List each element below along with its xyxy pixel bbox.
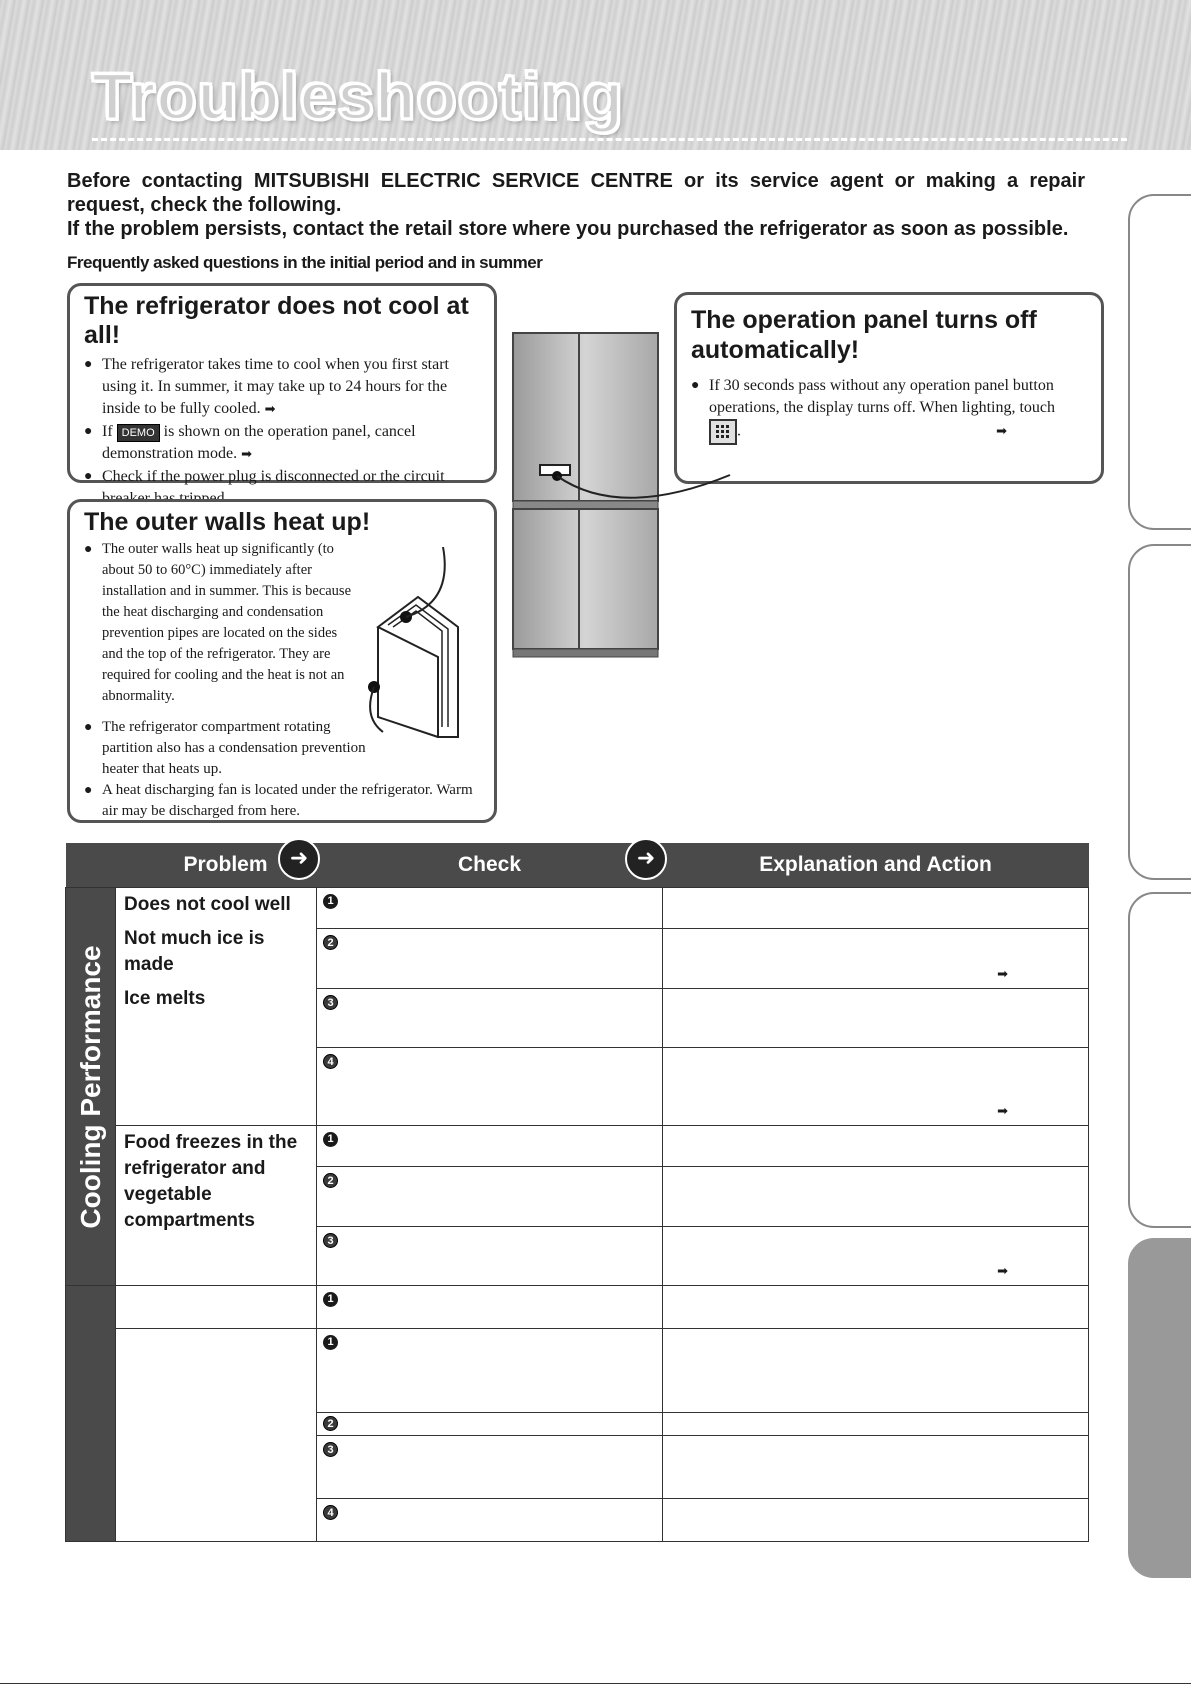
number-3-icon: 3 [323,1233,338,1248]
explanation-cell [663,989,1089,1048]
explanation-cell [663,929,1089,989]
check-cell [317,989,663,1048]
intro-line-1: Before contacting MITSUBISHI ELECTRIC SERVICE CENTRE or its service agent or making a repair request, check the following. [67,170,1085,216]
circle-arrow-icon: ➜ [278,838,320,880]
right-arrow-icon: ➡ [996,424,1007,439]
explanation-cell [663,1167,1089,1227]
bullet-text: A heat discharging fan is located under the refrigerator. Warm air may be discharged from here. [102,782,473,819]
refrigerator-illustration [500,320,740,670]
bullet-text: The refrigerator takes time to cool when you first start using it. In summer, it may take up to 24 hours for the inside to be fully cooled. [102,356,449,417]
number-3-icon: 3 [323,1442,338,1457]
demo-badge-icon: DEMO [117,424,160,442]
faq-heading: Frequently asked questions in the initial period and in summer [67,253,543,272]
footer-rule [0,1683,1191,1684]
box-walls-heat [67,499,497,823]
bullet-text: If 30 seconds pass without any operation panel button operations, the display turns off. When lighting, touch [709,377,1056,416]
right-arrow-icon: ➡ [997,967,1008,982]
bullet-text: The outer walls heat up significantly (to about 50 to 60°C) immediately after installation and in summer. This is because the heat discharging and condensation prevention pipes are located on the sides and the top of the refrigerator. They are required for cooling and the heat is not an abnormality. [102,541,352,704]
explanation-cell [663,1286,1089,1329]
number-3-icon: 3 [323,995,338,1010]
problem-cell [116,1286,317,1329]
problem-cell [116,1126,317,1286]
category-cell-2 [66,1286,116,1542]
check-cell [317,929,663,989]
check-cell [317,1436,663,1499]
side-tab-3[interactable] [1128,892,1191,1228]
title-underline [92,138,1127,141]
check-cell [317,1126,663,1167]
bullet-text: If [102,423,113,440]
check-cell [317,888,663,929]
table-row [66,1286,1089,1329]
bullet [84,354,480,421]
explanation-cell [663,888,1089,929]
bullet [84,421,480,466]
bullet-end: . [737,422,741,440]
number-1-icon: 1 [323,894,338,909]
number-4-icon: 4 [323,1505,338,1520]
check-cell [317,1048,663,1126]
check-cell [317,1499,663,1542]
bullet [691,375,1087,445]
page-title: Troubleshooting [92,59,624,133]
check-cell [317,1286,663,1329]
box-not-cool [67,283,497,483]
right-arrow-icon: ➡ [997,1264,1008,1279]
problem-text: Not much ice is made [124,928,265,975]
explanation-cell [663,1227,1089,1286]
number-1-icon: 1 [323,1292,338,1307]
explanation-cell [663,1413,1089,1436]
side-tab-4-active[interactable] [1128,1238,1191,1578]
table-row [66,1329,1089,1413]
box-walls-heat-title: The outer walls heat up! [84,508,371,536]
bullet-text: The refrigerator compartment rotating partition also has a condensation prevention heater that heats up. [102,719,366,777]
header-explanation: Explanation and Action [663,843,1089,888]
side-tab-2[interactable] [1128,544,1191,880]
intro-text [67,169,1085,241]
category-label: Cooling Performance [74,944,106,1229]
right-arrow-icon: ➡ [264,402,276,417]
bullet [84,717,367,780]
number-2-icon: 2 [323,935,338,950]
table-row [66,888,1089,929]
number-2-icon: 2 [323,1173,338,1188]
problem-text: Does not cool well [124,894,291,915]
right-arrow-icon: ➡ [241,447,252,462]
side-tab-1[interactable] [1128,194,1191,530]
troubleshooting-table [65,843,1089,1542]
header-problem: Problem [66,843,317,888]
bullet-text: is shown on the operation panel, cancel demonstration mode. [102,423,416,462]
number-1-icon: 1 [323,1335,338,1350]
problem-text: Ice melts [124,988,206,1009]
table-row [66,1126,1089,1167]
check-cell [317,1227,663,1286]
box-panel-off-title: The operation panel turns off automatically! [691,306,1037,364]
intro-line-2: If the problem persists, contact the retail store where you purchased the refrigerator as soon as possible. [67,218,1069,240]
right-arrow-icon: ➡ [997,1104,1008,1119]
explanation-cell [663,1499,1089,1542]
table-header-row [66,843,1089,888]
check-cell [317,1167,663,1227]
number-2-icon: 2 [323,1416,338,1431]
explanation-cell [663,1126,1089,1167]
explanation-cell [663,1436,1089,1499]
bullet-text: Check if the power plug is disconnected or the circuit [102,468,445,485]
explanation-cell [663,1048,1089,1126]
header-check: Check [317,843,663,888]
number-4-icon: 4 [323,1054,338,1069]
heat-pipe-illustration [358,547,478,747]
bullet [84,539,354,707]
circle-arrow-icon: ➜ [625,838,667,880]
bullet [84,780,480,822]
problem-text: Food freezes in the refrigerator and vegetable compartments [124,1132,298,1231]
header-banner [0,0,1191,150]
box-not-cool-title: The refrigerator does not cool at all! [84,292,469,349]
category-cell [66,888,116,1286]
explanation-cell [663,1329,1089,1413]
problem-cell [116,1329,317,1542]
number-1-icon: 1 [323,1132,338,1147]
check-cell [317,1329,663,1413]
check-cell [317,1413,663,1436]
problem-cell [116,888,317,1126]
